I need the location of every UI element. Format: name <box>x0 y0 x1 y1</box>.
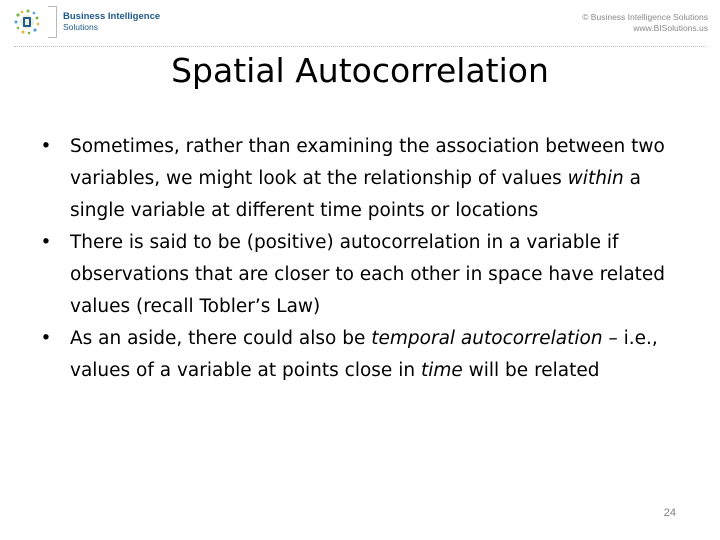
bullet-list <box>36 131 696 387</box>
bullet-emphasis: temporal autocorrelation <box>371 328 603 349</box>
bullet-dot-icon: • <box>40 328 52 349</box>
logo-text <box>63 12 160 32</box>
bullet-text: will be related <box>462 360 600 381</box>
bullet-item <box>36 323 696 387</box>
bullet-emphasis: within <box>567 168 624 189</box>
logo-dots-icon <box>14 9 40 35</box>
bullet-emphasis: time <box>420 360 463 381</box>
bullet-dot-icon: • <box>40 232 52 253</box>
copyright-notice <box>582 12 708 34</box>
page-number: 24 <box>663 507 676 519</box>
company-logo <box>14 4 160 40</box>
bullet-text: – i.e., values of a variable at points close in <box>70 328 658 381</box>
header-divider <box>14 46 706 47</box>
copyright-line-1: © Business Intelligence Solutions <box>582 12 708 22</box>
logo-line-1: Business Intelligence <box>63 11 161 22</box>
bullet-text: Sometimes, rather than examining the association between two variables, we might look at the relationship of values <box>70 136 665 189</box>
bullet-item <box>36 227 696 323</box>
logo-bracket <box>48 6 57 38</box>
logo-line-2: Solutions <box>63 22 98 32</box>
bullet-dot-icon: • <box>40 136 52 157</box>
bullet-text: There is said to be (positive) autocorrelation in a variable if observations that are closer to each other in space have related values (recall Tobler’s Law) <box>70 232 666 317</box>
bullet-item <box>36 131 696 227</box>
bullet-text: As an aside, there could also be <box>70 328 372 349</box>
copyright-website: www.BISolutions.us <box>633 23 708 33</box>
slide-title: Spatial Autocorrelation <box>171 51 549 90</box>
bullet-text: a single variable at different time points or locations <box>70 168 642 221</box>
